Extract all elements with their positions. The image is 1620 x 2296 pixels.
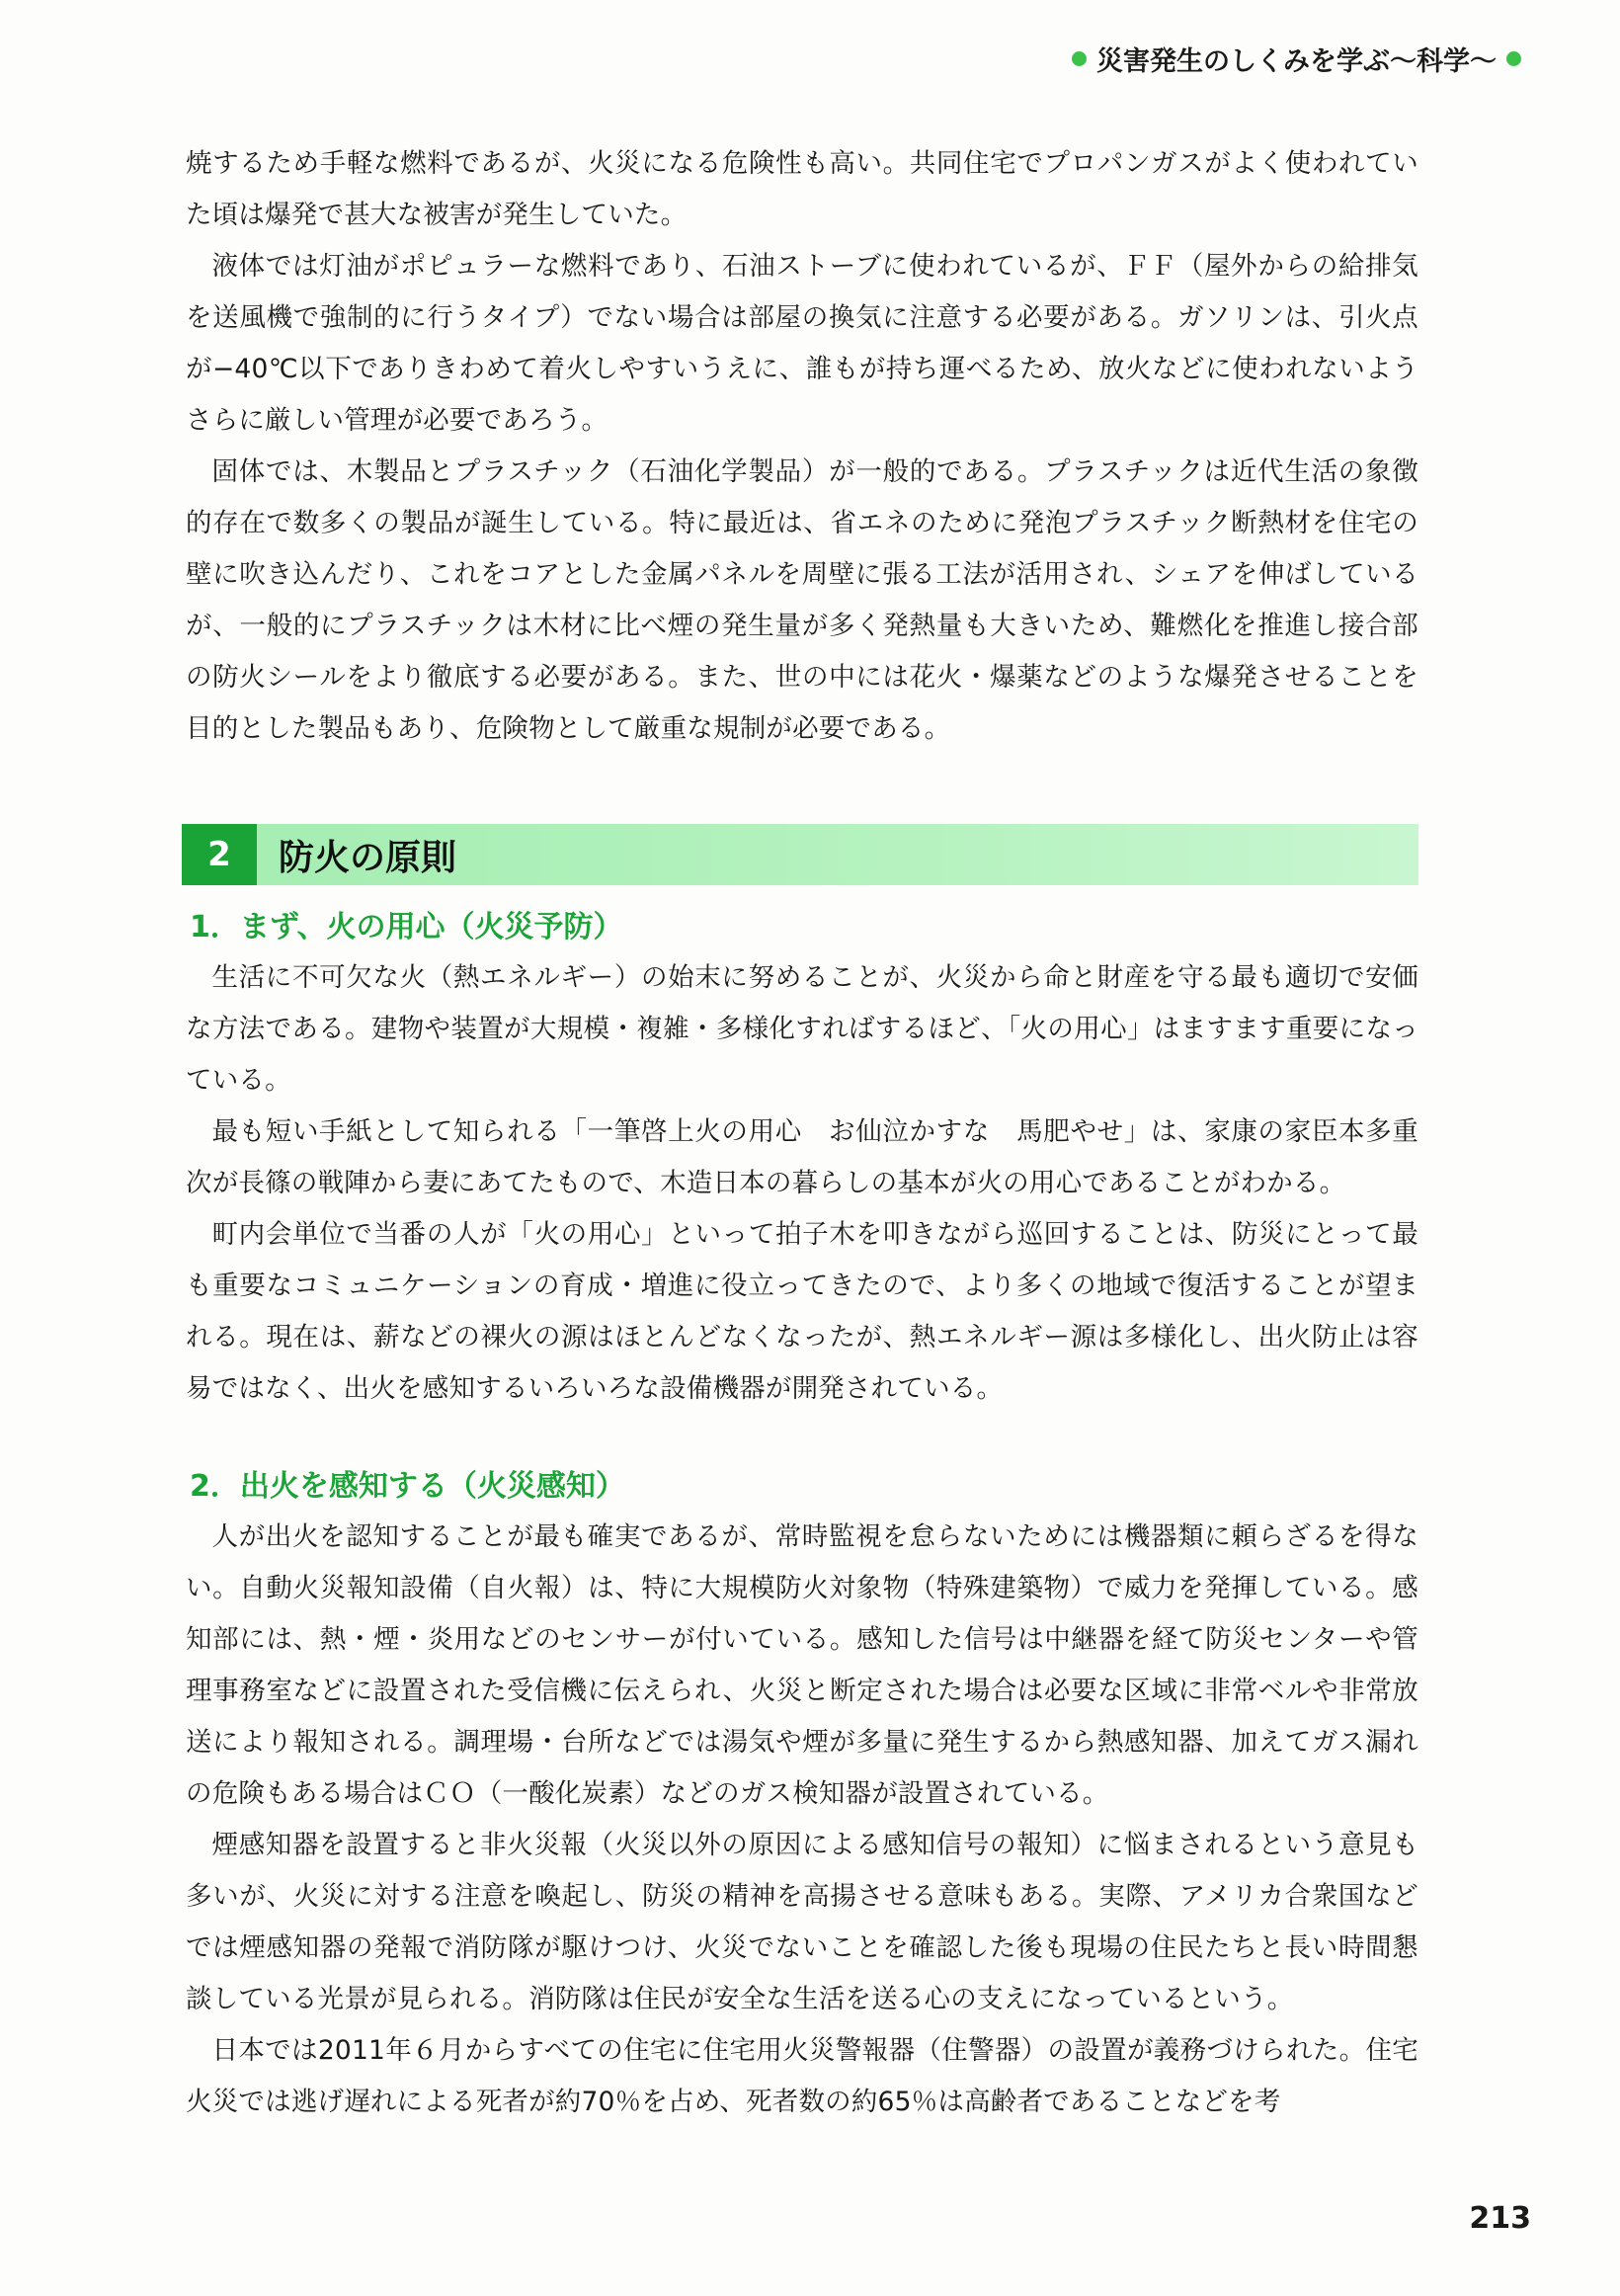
bullet-dot-icon (1506, 51, 1521, 66)
subsection-heading: 1．まず、火の用心（火災予防） (190, 910, 623, 944)
body-paragraph: 生活に不可欠な火（熱エネルギー）の始末に努めることが、火災から命と財産を守る最も適切で安価な方法である。建物や装置が大規模・複雑・多様化すればするほど、「火の用心」はますます重要になっている。 (186, 962, 1418, 1096)
body-paragraph: 煙感知器を設置すると非火災報（火災以外の原因による感知信号の報知）に悩まされるという意見も多いが、火災に対する注意を喚起し、防災の精神を高揚させる意味もある。実際、アメリカ合衆国などでは煙感知器の発報で消防隊が駆けつけ、火災でないことを確認した後も現場の住民たちと長い時間懇談している光景が見られる。消防隊は住民が安全な生活を送る心の支えになっているという。 (186, 1830, 1418, 2014)
section-number: 2 (182, 824, 257, 885)
running-title: 災害発生のしくみを学ぶ〜科学〜 (1096, 46, 1497, 77)
body-paragraph: 最も短い手紙として知られる「一筆啓上火の用心 お仙泣かすな 馬肥やせ」は、家康の家臣本多重次が長篠の戦陣から妻にあてたもので、木造日本の暮らしの基本が火の用心であることがわかる。 (186, 1116, 1418, 1198)
section-title: 防火の原則 (279, 837, 457, 878)
section-heading-bar (186, 824, 1418, 885)
intro-paragraph: 液体では灯油がポピュラーな燃料であり、石油ストーブに使われているが、ＦＦ（屋外からの給排気を送風機で強制的に行うタイプ）でない場合は部屋の換気に注意する必要がある。ガソリンは、引火点が−40℃以下でありきわめて着火しやすいうえに、誰もが持ち運べるため、放火などに使われないようさらに厳しい管理が必要であろう。 (186, 251, 1418, 436)
page-number: 213 (1469, 2201, 1531, 2236)
running-header (1072, 40, 1521, 78)
body-paragraph: 人が出火を認知することが最も確実であるが、常時監視を怠らないためには機器類に頼らざるを得ない。自動火災報知設備（自火報）は、特に大規模防火対象物（特殊建築物）で威力を発揮している。感知部には、熱・煙・炎用などのセンサーが付いている。感知した信号は中継器を経て防災センターや管理事務室などに設置された受信機に伝えられ、火災と断定された場合は必要な区域に非常ベルや非常放送により報知される。調理場・台所などでは湯気や煙が多量に発生するから熱感知器、加えてガス漏れの危険もある場合はＣＯ（一酸化炭素）などのガス検知器が設置されている。 (186, 1521, 1418, 1809)
intro-paragraph: 焼するため手軽な燃料であるが、火災になる危険性も高い。共同住宅でプロパンガスがよく使われていた頃は爆発で甚大な被害が発生していた。 (186, 148, 1418, 230)
subsection-heading: 2．出火を感知する（火災感知） (190, 1469, 625, 1504)
main-content (186, 138, 1418, 2128)
bullet-dot-icon (1072, 51, 1087, 66)
body-paragraph: 日本では2011年６月からすべての住宅に住宅用火災警報器（住警器）の設置が義務づけられた。住宅火災では逃げ遅れによる死者が約70％を占め、死者数の約65％は高齢者であることなどを考 (186, 2035, 1418, 2117)
body-paragraph: 町内会単位で当番の人が「火の用心」といって拍子木を叩きながら巡回することは、防災にとって最も重要なコミュニケーションの育成・増進に役立ってきたので、より多くの地域で復活することが望まれる。現在は、薪などの裸火の源はほとんどなくなったが、熱エネルギー源は多様化し、出火防止は容易ではなく、出火を感知するいろいろな設備機器が開発されている。 (186, 1219, 1418, 1404)
intro-paragraph: 固体では、木製品とプラスチック（石油化学製品）が一般的である。プラスチックは近代生活の象徴的存在で数多くの製品が誕生している。特に最近は、省エネのために発泡プラスチック断熱材を住宅の壁に吹き込んだり、これをコアとした金属パネルを周壁に張る工法が活用され、シェアを伸ばしているが、一般的にプラスチックは木材に比べ煙の発生量が多く発熱量も大きいため、難燃化を推進し接合部の防火シールをより徹底する必要がある。また、世の中には花火・爆薬などのような爆発させることを目的とした製品もあり、危険物として厳重な規制が必要である。 (186, 456, 1418, 744)
